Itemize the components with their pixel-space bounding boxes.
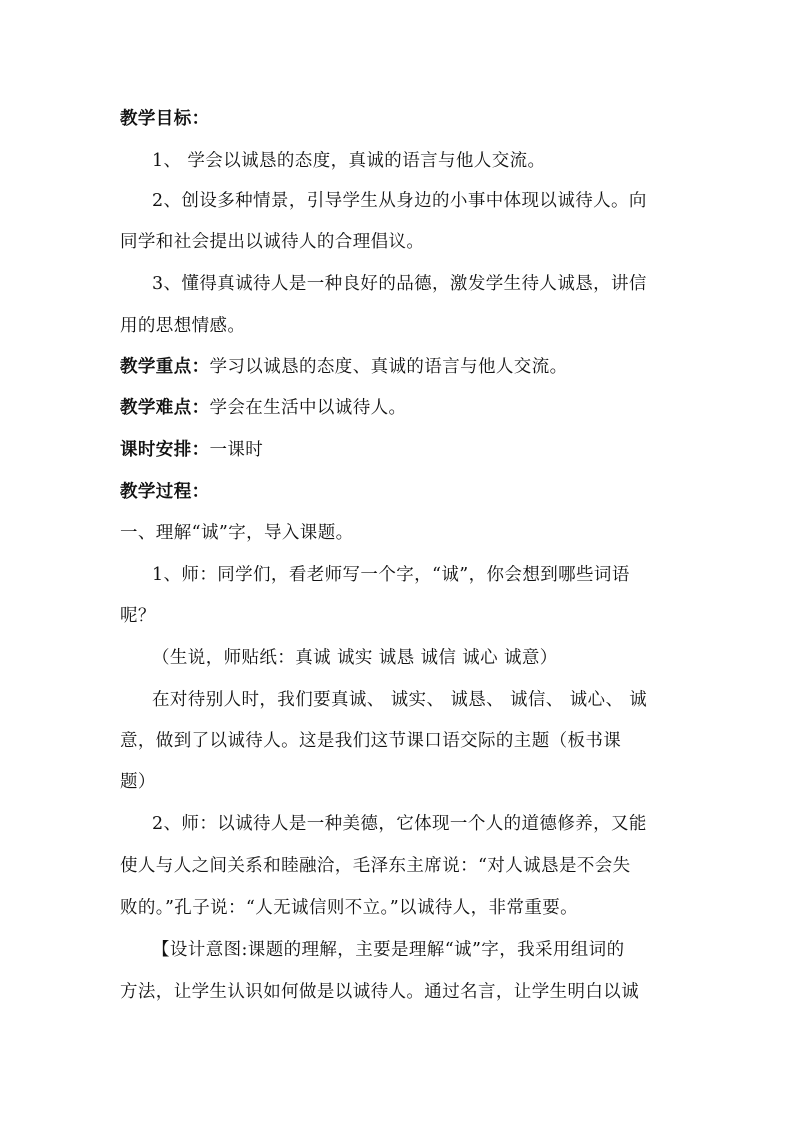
schedule-label: 课时安排： (120, 440, 210, 460)
goal-item-3: 3、懂得真诚待人是一种良好的品德，激发学生待人诚恳，讲信 (152, 274, 647, 294)
goal-item-2-cont: 同学和社会提出以诚待人的合理倡议。 (120, 232, 425, 252)
focus-text: 学习以诚恳的态度、真诚的语言与他人交流。 (209, 357, 568, 377)
goals-heading: 教学目标： (120, 109, 210, 129)
goal-item-3-cont: 用的思想情感。 (120, 316, 246, 336)
process-line-11: 方法，让学生认识如何做是以诚待人。通过名言，让学生明白以诚 (120, 982, 640, 1002)
focus-label: 教学重点： (120, 357, 210, 377)
process-line-9: 败的。”孔子说：“人无诚信则不立。”以诚待人，非常重要。 (120, 898, 579, 918)
process-line-4: 在对待别人时，我们要真诚、 诚实、 诚恳、 诚信、 诚心、 诚 (152, 690, 648, 710)
process-line-8: 使人与人之间关系和睦融洽，毛泽东主席说：“对人诚恳是不会失 (120, 856, 631, 876)
schedule-row (120, 438, 263, 462)
process-heading: 教学过程： (120, 482, 210, 502)
schedule-text: 一课时 (209, 440, 264, 460)
process-line-2: 呢？ (120, 606, 156, 626)
process-line-3: （生说，师贴纸：真诚 诚实 诚恳 诚信 诚心 诚意） (152, 648, 558, 668)
process-line-5: 意，做到了以诚待人。这是我们这节课口语交际的主题（板书课 (120, 731, 622, 751)
goal-item-1: 1、 学会以诚恳的态度，真诚的语言与他人交流。 (152, 151, 546, 171)
difficulty-text: 学会在生活中以诚待人。 (209, 398, 407, 418)
process-line-7: 2、师：以诚待人是一种美德，它体现一个人的道德修养，又能 (152, 814, 647, 834)
difficulty-row (120, 396, 406, 420)
section-1-title: 一、理解“诚”字，导入课题。 (120, 523, 354, 543)
focus-row (120, 355, 568, 379)
process-line-6: 题） (120, 772, 156, 792)
process-line-10: 【设计意图:课题的理解，主要是理解“诚”字，我采用组词的 (152, 940, 625, 960)
difficulty-label: 教学难点： (120, 398, 210, 418)
goal-item-2: 2、创设多种情景，引导学生从身边的小事中体现以诚待人。向 (152, 191, 647, 211)
process-line-1: 1、师：同学们，看老师写一个字，“诚”，你会想到哪些词语 (152, 565, 630, 585)
